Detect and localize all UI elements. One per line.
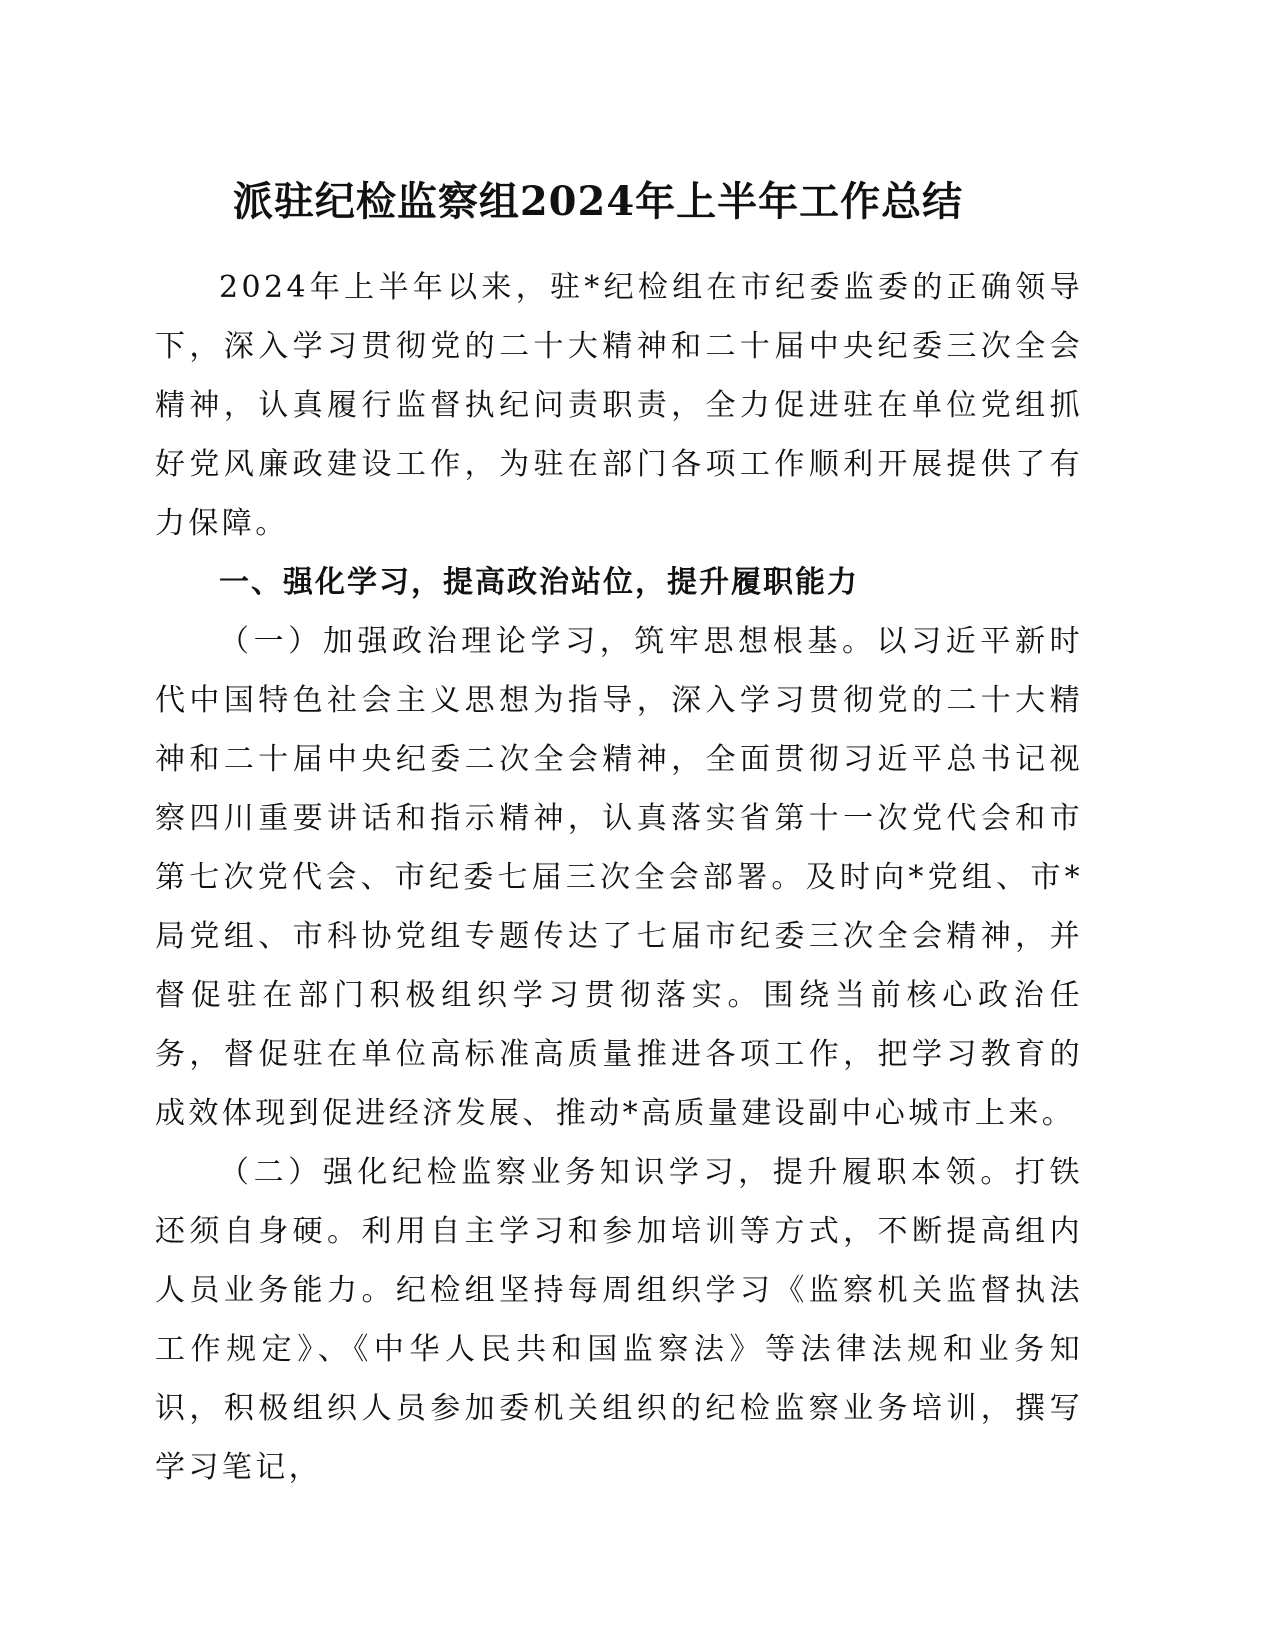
intro-paragraph: 2024年上半年以来，驻*纪检组在市纪委监委的正确领导下，深入学习贯彻党的二十大精神和二十届中央纪委三次全会精神，认真履行监督执纪问责职责，全力促进驻在单位党组抓好党风廉政建设工作，为驻在部门各项工作顺利开展提供了有力保障。 bbox=[155, 270, 1083, 541]
document-title: 派驻纪检监察组2024年上半年工作总结 bbox=[232, 178, 964, 225]
subsection-paragraph-2: （二）强化纪检监察业务知识学习，提升履职本领。打铁还须自身硬。利用自主学习和参加培训等方式，不断提高组内人员业务能力。纪检组坚持每周组织学习《监察机关监督执法工作规定》、《中华人民共和国监察法》等法律法规和业务知识，积极组织人员参加委机关组织的纪检监察业务培训，撰写学习笔记， bbox=[155, 1155, 1083, 1485]
section-heading-1: 一、强化学习，提高政治站位，提升履职能力 bbox=[219, 565, 859, 600]
subsection-paragraph-1: （一）加强政治理论学习，筑牢思想根基。以习近平新时代中国特色社会主义思想为指导，深入学习贯彻党的二十大精神和二十届中央纪委二次全会精神，全面贯彻习近平总书记视察四川重要讲话和指示精神，认真落实省第十一次党代会和市第七次党代会、市纪委七届三次全会部署。及时向*党组、市*局党组、市科协党组专题传达了七届市纪委三次全会精神，并督促驻在部门积极组织学习贯彻落实。围绕当前核心政治任务，督促驻在单位高标准高质量推进各项工作，把学习教育的成效体现到促进经济发展、推动*高质量建设副中心城市上来。 bbox=[155, 624, 1083, 1131]
document-body bbox=[155, 258, 1083, 1497]
